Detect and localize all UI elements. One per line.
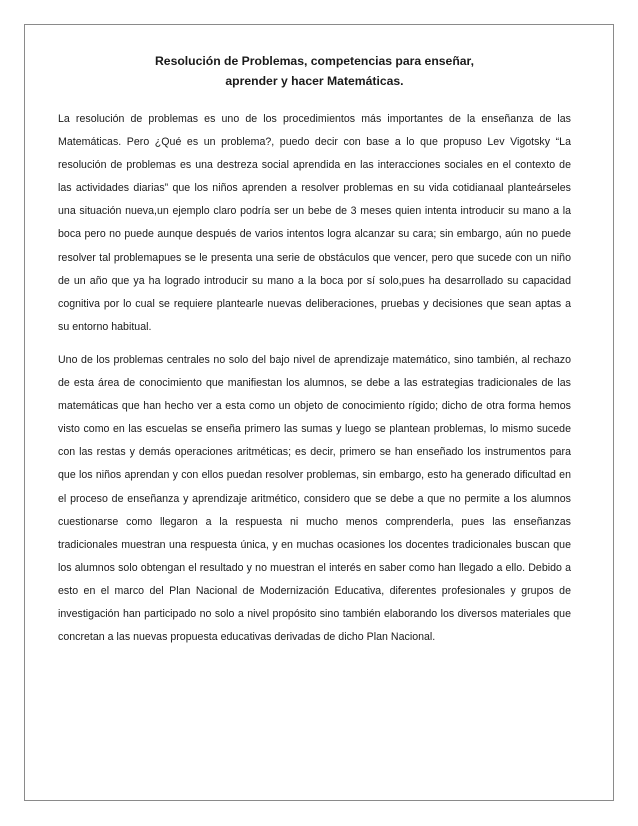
document-body bbox=[58, 51, 571, 659]
title-line-2: aprender y hacer Matemáticas. bbox=[225, 74, 404, 88]
paragraph-1: La resolución de problemas es uno de los procedimientos más importantes de la enseñanza de las Matemáticas. Pero ¿Qué es un problema?, puedo decir con base a lo que propuso Lev Vigotsky “La resolución de problemas es una destreza social aprendida en las interacciones sociales en el contexto de las actividades diarias” que los niños aprenden a resolver problemas en su vida cotidianaal planteárseles una situación nueva,un ejemplo claro podría ser un bebe de 3 meses quien intenta introducir su mano a la boca pero no puede aunque después de varios intentos logra alcanzar su cara; sin embargo, aún no puede resolver tal problemapues se le presenta una serie de obstáculos que vencer, pero que sucede con un niño de un año que ya ha logrado introducir su mano a la boca por sí solo,pues ha desarrollado su capacidad cognitiva por lo cual se requiere plantearle nuevas deliberaciones, pruebas y decisiones que sean aptas a su entorno habitual. bbox=[58, 113, 571, 333]
document-title bbox=[58, 51, 571, 91]
title-line-1: Resolución de Problemas, competencias para enseñar, bbox=[154, 54, 475, 68]
paragraph-2: Uno de los problemas centrales no solo del bajo nivel de aprendizaje matemático, sino también, al rechazo de esta área de conocimiento que manifiestan los alumnos, se debe a las estrategias tradicionales de las matemáticas que han hecho ver a esta como un objeto de conocimiento rígido; dicho de otra forma hemos visto como en las escuelas se enseña primero las sumas y luego se plantean problemas, lo mismo sucede con las restas y demás operaciones aritméticas; es decir, primero se han enseñado los instrumentos para que los niños aprendan y con ellos puedan resolver problemas, sin embargo, esto ha generado dificultad en el proceso de enseñanza y aprendizaje aritmético, considero que se debe a que no permite a los alumnos cuestionarse como llegaron a la respuesta ni mucho menos comprenderla, pues las enseñanzas tradicionales muestran una respuesta única, y en muchas ocasiones los docentes tradicionales buscan que los alumnos solo obtengan el resultado y no muestran el interés en saber como han llegado a ello. Debido a esto en el marco del Plan Nacional de Modernización Educativa, diferentes profesionales y grupos de investigación han participado no solo a nivel propósito sino también elaborando los diversos materiales que concretan a las nuevas propuesta educativas derivadas de dicho Plan Nacional. bbox=[58, 353, 571, 644]
